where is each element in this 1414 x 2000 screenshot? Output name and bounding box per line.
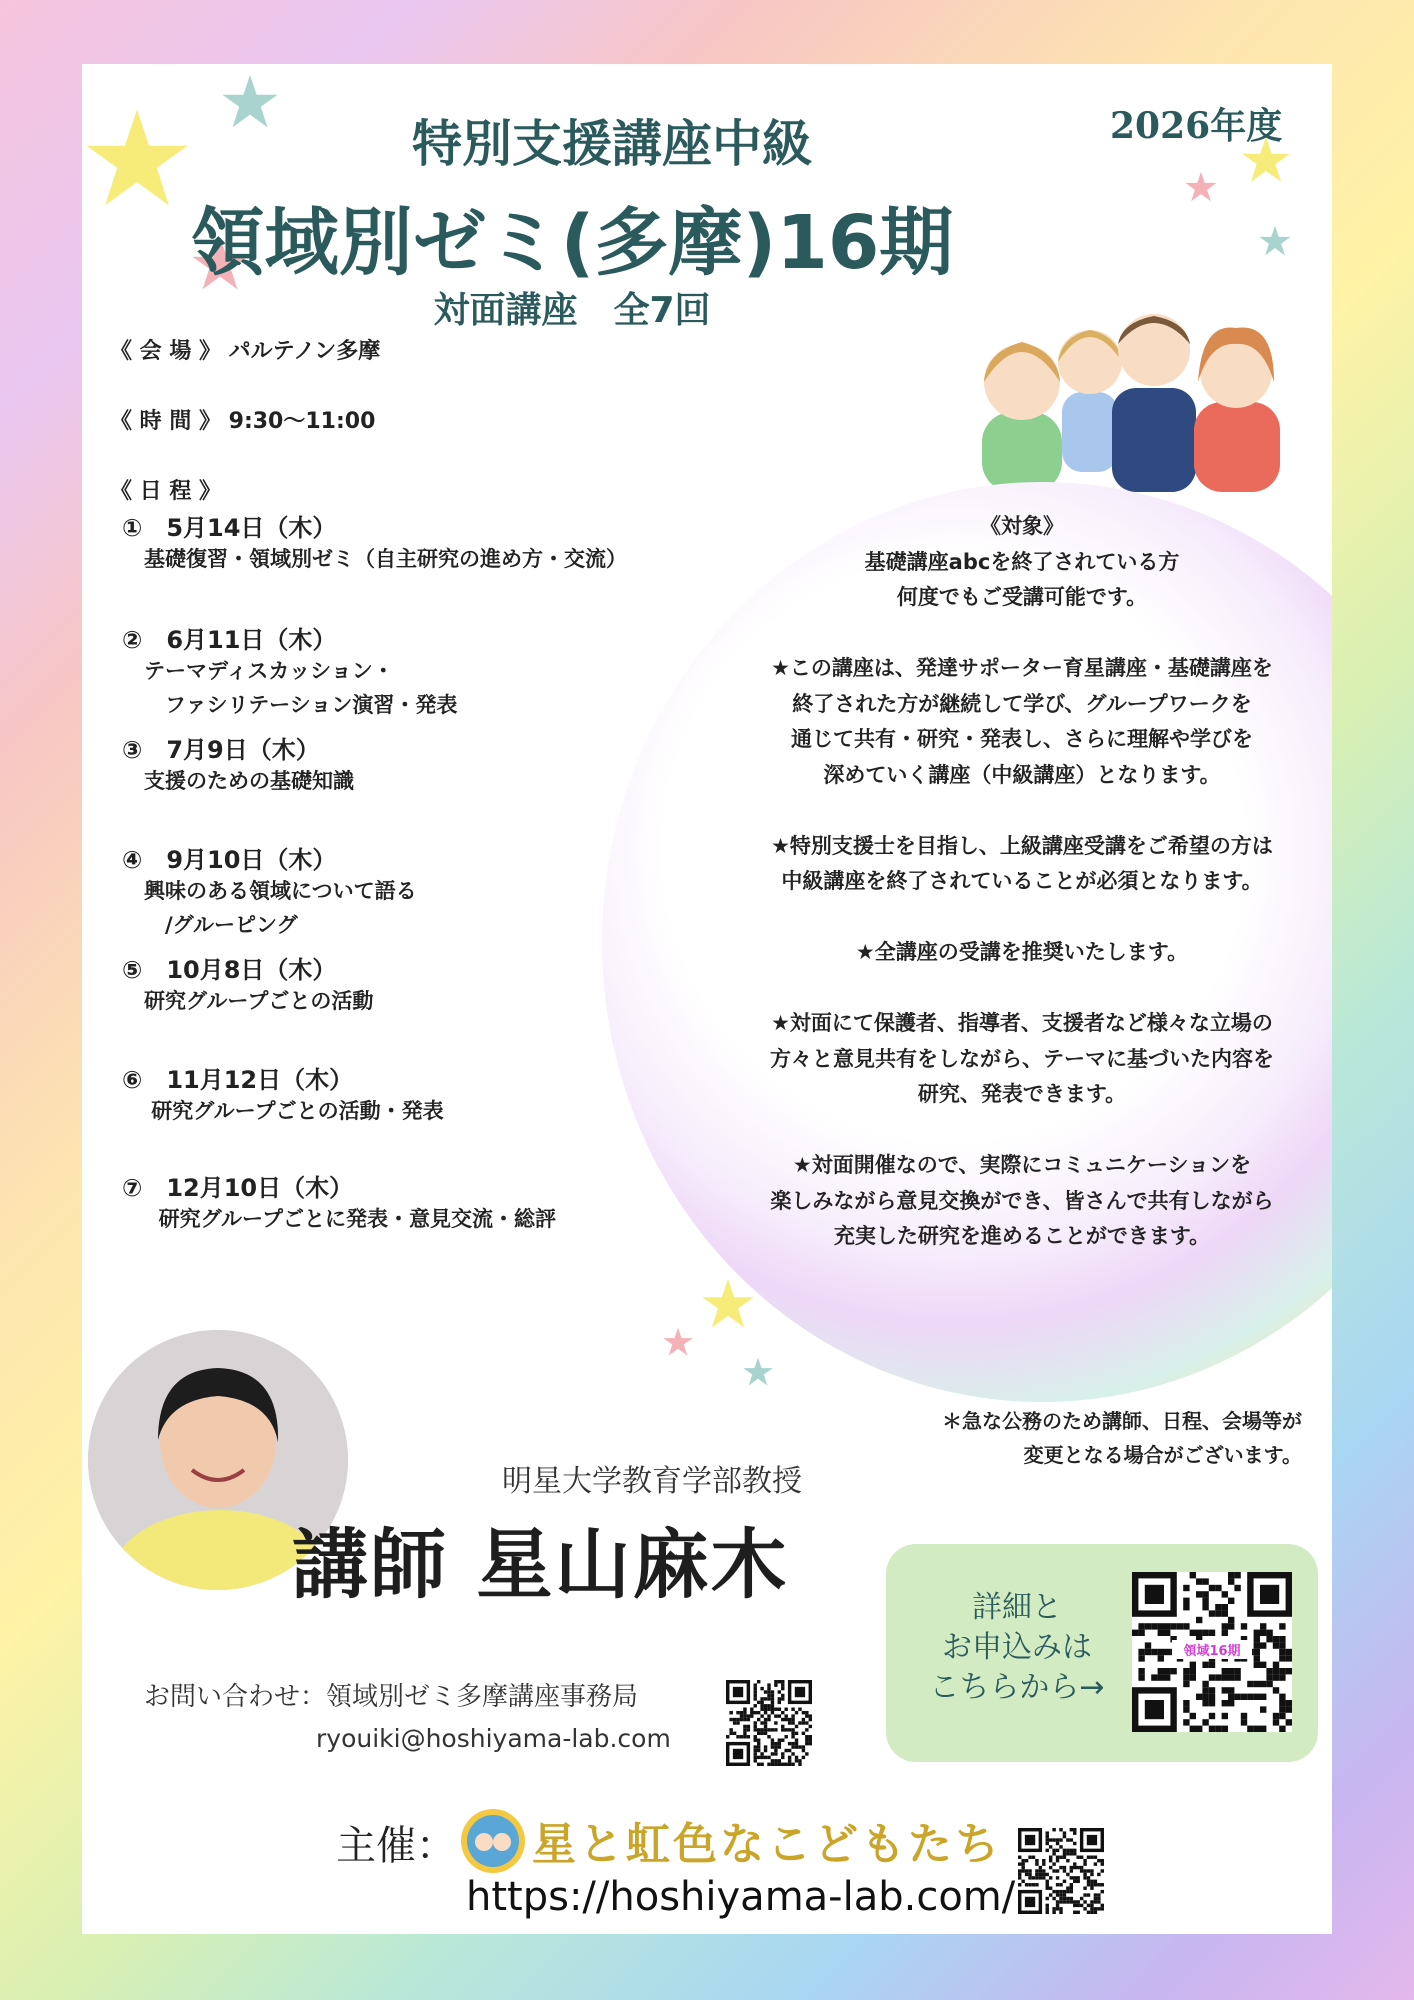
schedule-date: ③ 7月9日（木） — [122, 736, 320, 764]
website-url[interactable]: https://hoshiyama-lab.com/ — [466, 1874, 1016, 1920]
schedule-description: 支援のための基礎知識 — [144, 769, 354, 793]
schedule-date: ② 6月11日（木） — [122, 626, 337, 654]
contact-label: お問い合わせ：領域別ゼミ多摩講座事務局 — [144, 1682, 639, 1712]
organization-name: 星と虹色なこどもたち — [532, 1819, 1002, 1870]
schedule-date: ⑤ 10月8日（木） — [122, 956, 337, 984]
schedule-description: /グルーピング — [144, 913, 298, 937]
schedule-description: 興味のある領域について語る — [144, 879, 417, 903]
schedule-description: ファシリテーション演習・発表 — [144, 693, 458, 717]
course-level-title: 特別支援講座中級 — [412, 115, 812, 173]
schedule-description: テーマディスカッション・ — [144, 659, 394, 683]
email-qr-code[interactable] — [726, 1680, 812, 1766]
fiscal-year: 2026年度 — [1110, 105, 1283, 147]
apply-link-text[interactable]: 詳細と お申込みは こちらから→ — [929, 1590, 1105, 1705]
schedule-date: ⑦ 12月10日（木） — [122, 1174, 354, 1202]
website-qr-code[interactable] — [1018, 1828, 1104, 1914]
course-main-title: 領域別ゼミ(多摩)16期 — [190, 200, 954, 286]
change-notice: ＊急な公務のため講師、日程、会場等が 変更となる場合がございます。 — [942, 1409, 1302, 1467]
schedule-date: ① 5月14日（木） — [122, 514, 337, 542]
venue: 《 会 場 》 パルテノン多摩 — [110, 339, 381, 364]
star-icon — [742, 1356, 774, 1388]
family-illustration — [962, 292, 1292, 492]
qr-label: 領域16期 — [1172, 1640, 1252, 1659]
star-icon — [1258, 224, 1292, 258]
organization-logo-icon — [458, 1806, 528, 1876]
apply-qr-code[interactable] — [1132, 1572, 1292, 1732]
time: 《 時 間 》 9:30〜11:00 — [110, 409, 376, 434]
course-format: 対面講座 全7回 — [433, 290, 711, 331]
sponsor-label: 主催： — [336, 1823, 456, 1869]
flyer-page — [82, 64, 1332, 1934]
schedule-label: 《 日 程 》 — [110, 479, 221, 504]
star-icon — [662, 1326, 694, 1358]
schedule-description: 研究グループごとの活動 — [144, 989, 374, 1013]
schedule-description: 基礎復習・領域別ゼミ（自主研究の進め方・交流） — [144, 547, 627, 571]
contact-email[interactable]: ryouiki@hoshiyama-lab.com — [316, 1724, 671, 1753]
instructor-name: 講師 星山麻木 — [292, 1520, 789, 1609]
schedule-date: ⑥ 11月12日（木） — [122, 1066, 354, 1094]
schedule-description: 研究グループごとの活動・発表 — [144, 1099, 444, 1123]
schedule-description: 研究グループごとに発表・意見交流・総評 — [144, 1207, 556, 1231]
star-icon — [700, 1276, 756, 1332]
schedule-date: ④ 9月10日（木） — [122, 846, 337, 874]
target-description: 《対象》 基礎講座abcを終了されている方 何度でもご受講可能です。 ★この講座は、発達サポーター育星講座・基礎講座を 終了された方が継続して学び、グループワークを 通じて共有・研究・発表し、さらに理解や学びを 深めていく講座（中級講座）となります。 ★特別支援士を目指し、上級講座受講をご希望の方は 中級講座を終了されていることが必須となります。 ★全講座の受講を推奨いたします。 ★対面にて保護者、指導者、支援者など様々な立場の 方々と意見共有をしながら、テーマに基づいた内容を 研究、発表できます。 ★対面開催なので、実際にコミュニケーションを 楽しみながら意見交換ができ、皆さんで共有しながら 充実した研究を進めることができます。 — [770, 514, 1274, 1248]
instructor-affiliation: 明星大学教育学部教授 — [502, 1464, 802, 1499]
